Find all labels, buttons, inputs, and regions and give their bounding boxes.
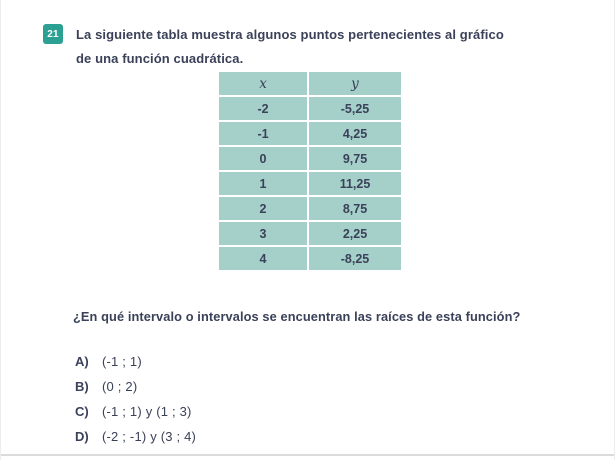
- bottom-divider: [1, 454, 614, 456]
- option-a-label: A): [75, 354, 89, 369]
- question-statement: [76, 23, 504, 71]
- answer-options: [75, 349, 196, 449]
- option-a[interactable]: [75, 349, 196, 374]
- points-table: [217, 70, 403, 272]
- table-row: [219, 122, 401, 145]
- x-value-cell: 2: [219, 197, 307, 220]
- column-header-y: y: [309, 72, 401, 95]
- column-header-x: x: [219, 72, 307, 95]
- x-value-cell: -2: [219, 97, 307, 120]
- option-b[interactable]: [75, 374, 196, 399]
- x-value-cell: 1: [219, 172, 307, 195]
- question-prompt: ¿En qué intervalo o intervalos se encuentran las raíces de esta función?: [73, 309, 521, 324]
- table-row: [219, 147, 401, 170]
- y-value-cell: -8,25: [309, 247, 401, 270]
- table-row: [219, 97, 401, 120]
- table-header-row: [219, 72, 401, 95]
- option-c-text: (-1 ; 1) y (1 ; 3): [102, 404, 192, 419]
- question-statement-line1: La siguiente tabla muestra algunos puntos pertenecientes al gráfico: [76, 27, 504, 42]
- table-row: [219, 247, 401, 270]
- y-value-cell: 11,25: [309, 172, 401, 195]
- table-row: [219, 197, 401, 220]
- y-value-cell: 4,25: [309, 122, 401, 145]
- y-value-cell: 8,75: [309, 197, 401, 220]
- option-a-text: (-1 ; 1): [102, 354, 142, 369]
- option-d-text: (-2 ; -1) y (3 ; 4): [102, 429, 197, 444]
- question-statement-line2: de una función cuadrática.: [76, 51, 244, 66]
- question-number-badge: 21: [43, 24, 63, 44]
- table-row: [219, 222, 401, 245]
- question-header: [43, 23, 504, 71]
- x-value-cell: 3: [219, 222, 307, 245]
- x-value-cell: 0: [219, 147, 307, 170]
- table-row: [219, 172, 401, 195]
- option-b-text: (0 ; 2): [102, 379, 138, 394]
- option-d-label: D): [75, 429, 89, 444]
- x-value-cell: -1: [219, 122, 307, 145]
- option-d[interactable]: [75, 424, 196, 449]
- option-c[interactable]: [75, 399, 196, 424]
- option-b-label: B): [75, 379, 89, 394]
- option-c-label: C): [75, 404, 89, 419]
- y-value-cell: -5,25: [309, 97, 401, 120]
- x-value-cell: 4: [219, 247, 307, 270]
- y-value-cell: 9,75: [309, 147, 401, 170]
- y-value-cell: 2,25: [309, 222, 401, 245]
